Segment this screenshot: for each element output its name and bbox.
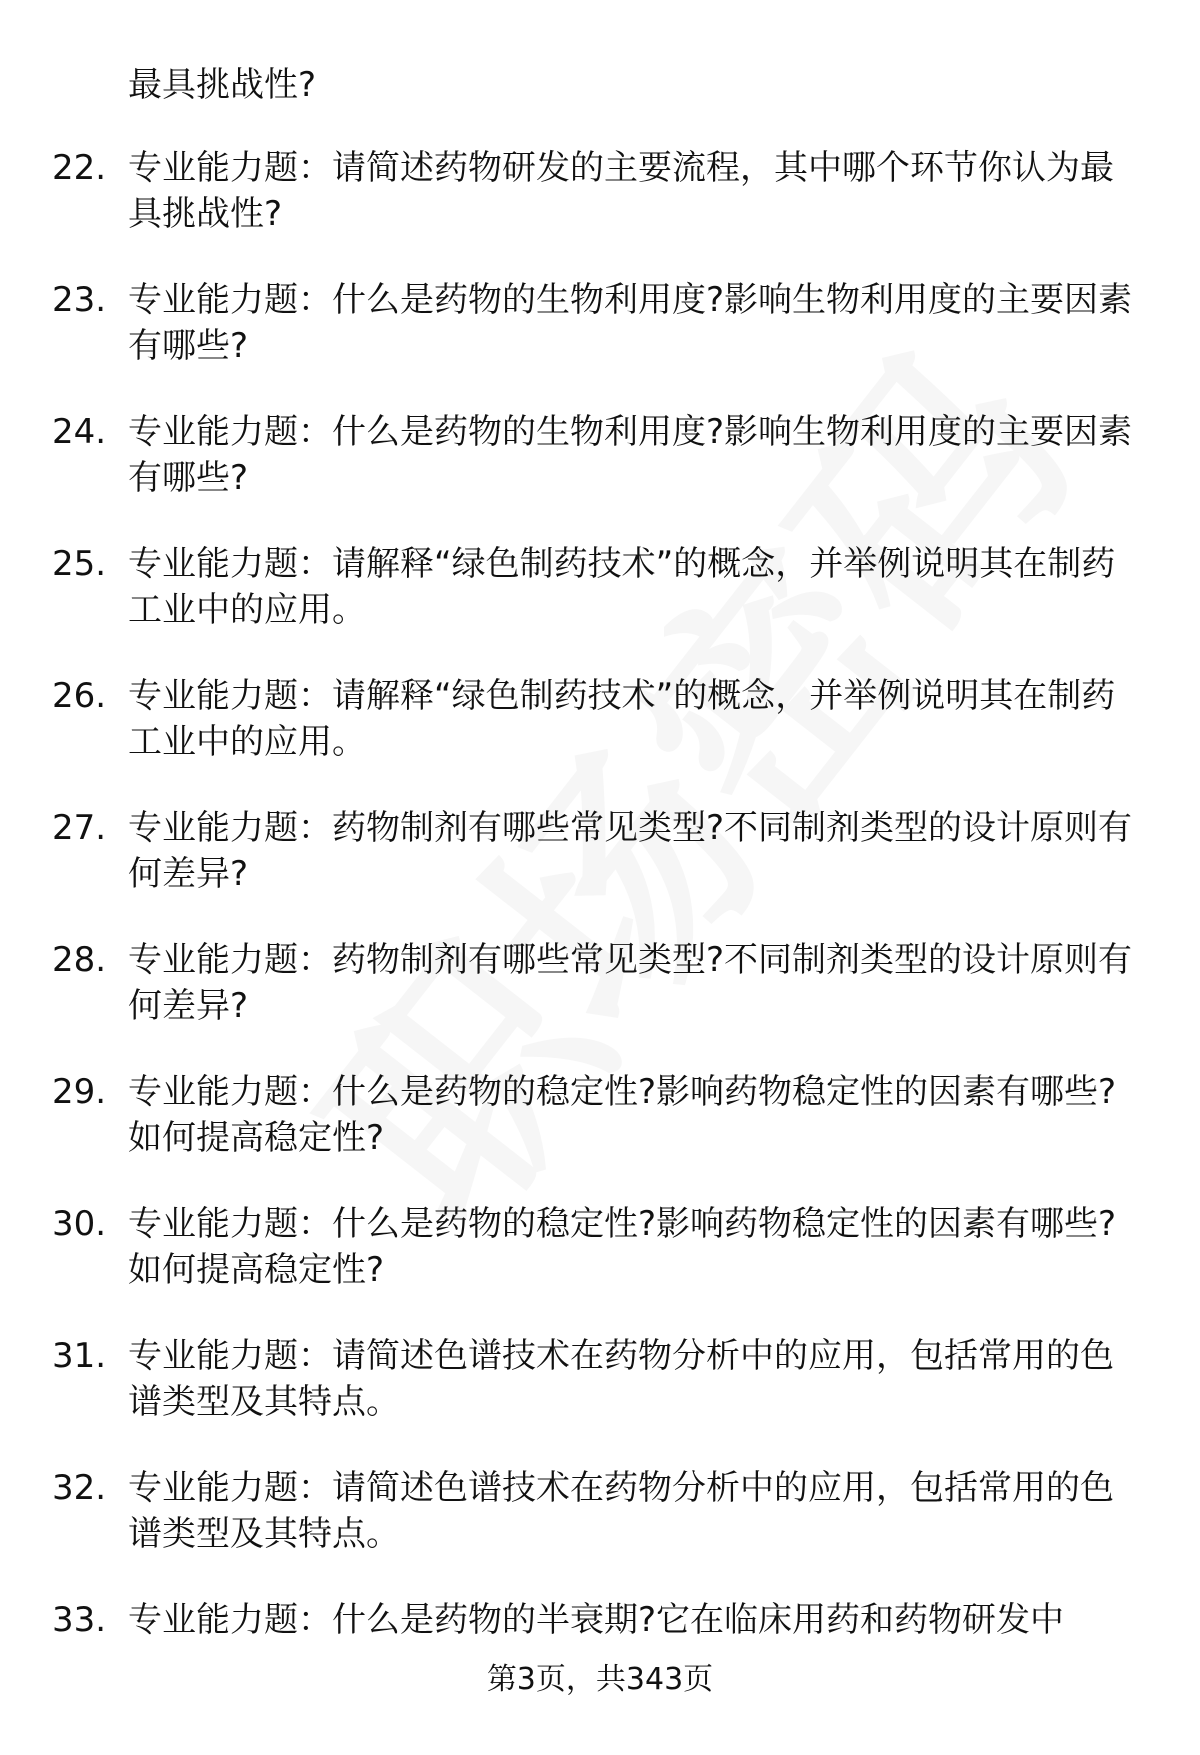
question-text: 专业能力题：什么是药物的稳定性?影响药物稳定性的因素有哪些?如何提高稳定性?	[128, 1072, 1117, 1158]
question-text: 专业能力题：药物制剂有哪些常见类型?不同制剂类型的设计原则有何差异?	[128, 940, 1133, 1026]
continued-question-text: 最具挑战性?	[128, 65, 317, 105]
question-item	[0, 1465, 1200, 1597]
question-item	[0, 1201, 1200, 1333]
question-text: 专业能力题：请简述色谱技术在药物分析中的应用，包括常用的色谱类型及其特点。	[128, 1336, 1114, 1422]
question-item	[0, 805, 1200, 937]
question-text: 专业能力题：药物制剂有哪些常见类型?不同制剂类型的设计原则有何差异?	[128, 808, 1133, 894]
question-item	[0, 1333, 1200, 1465]
question-number: 22.	[52, 148, 107, 188]
question-number: 25.	[52, 544, 107, 584]
question-text: 专业能力题：什么是药物的稳定性?影响药物稳定性的因素有哪些?如何提高稳定性?	[128, 1204, 1117, 1290]
question-number: 30.	[52, 1204, 107, 1244]
question-text: 专业能力题：请解释“绿色制药技术”的概念，并举例说明其在制药工业中的应用。	[128, 676, 1116, 762]
question-number: 26.	[52, 676, 107, 716]
question-item	[0, 409, 1200, 541]
question-text: 专业能力题：请解释“绿色制药技术”的概念，并举例说明其在制药工业中的应用。	[128, 544, 1116, 630]
question-item	[0, 673, 1200, 805]
question-number: 28.	[52, 940, 107, 980]
question-number: 33.	[52, 1600, 107, 1640]
question-list	[0, 145, 1200, 1729]
question-number: 27.	[52, 808, 107, 848]
question-item	[0, 541, 1200, 673]
question-item	[0, 145, 1200, 277]
question-number: 32.	[52, 1468, 107, 1508]
question-item	[0, 1069, 1200, 1201]
question-text: 专业能力题：请简述色谱技术在药物分析中的应用，包括常用的色谱类型及其特点。	[128, 1468, 1114, 1554]
question-text: 专业能力题：请简述药物研发的主要流程，其中哪个环节你认为最具挑战性?	[128, 148, 1114, 234]
question-item	[0, 277, 1200, 409]
question-number: 23.	[52, 280, 107, 320]
question-number: 29.	[52, 1072, 107, 1112]
question-item	[0, 937, 1200, 1069]
question-text: 专业能力题：什么是药物的半衰期?它在临床用药和药物研发中	[128, 1600, 1065, 1640]
question-text: 专业能力题：什么是药物的生物利用度?影响生物利用度的主要因素有哪些?	[128, 280, 1133, 366]
page-footer: 第3页，共343页	[486, 1662, 714, 1697]
question-text: 专业能力题：什么是药物的生物利用度?影响生物利用度的主要因素有哪些?	[128, 412, 1133, 498]
question-number: 24.	[52, 412, 107, 452]
question-number: 31.	[52, 1336, 107, 1376]
